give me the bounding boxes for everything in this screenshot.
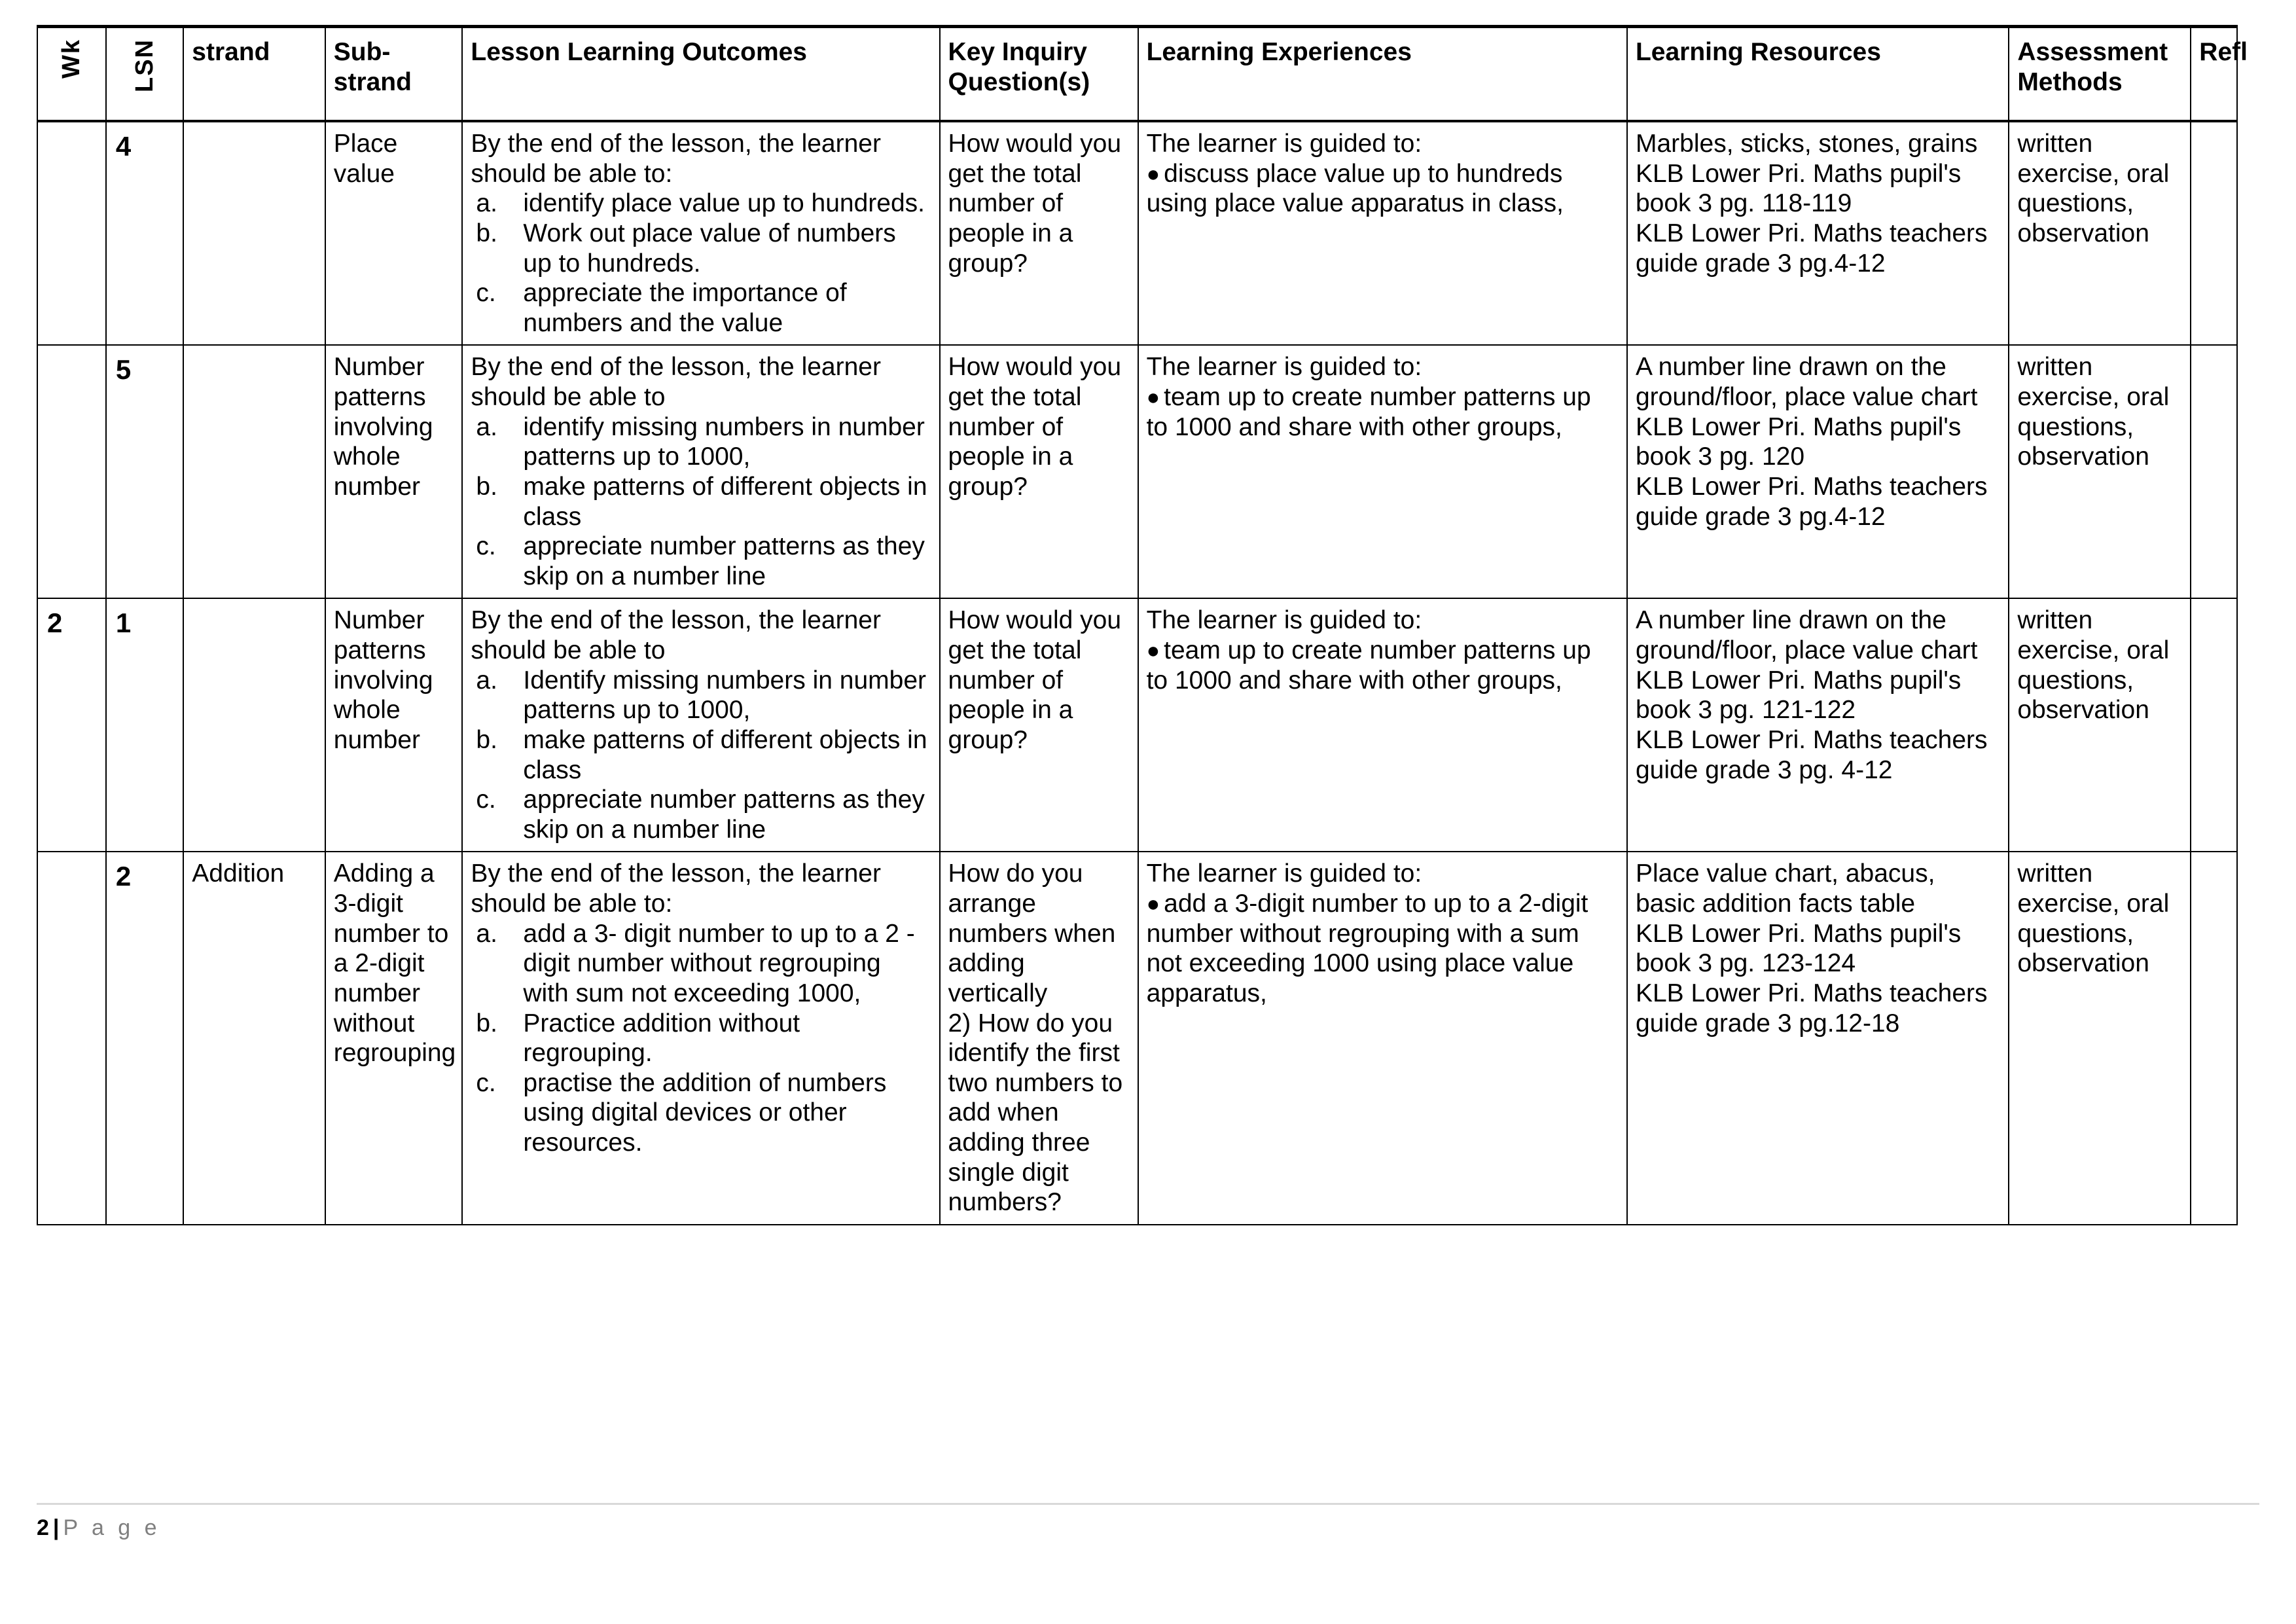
cell-assessment-methods: written exercise, oral questions, observation — [2009, 598, 2191, 852]
table-body — [37, 121, 2237, 1225]
llo-item-label: a. — [476, 666, 497, 695]
cell-strand — [183, 121, 325, 345]
learning-experience-bullet — [1147, 889, 1619, 1009]
column-header-refl: Refl — [2191, 27, 2237, 122]
llo-item-label: c. — [476, 532, 496, 561]
llo-lead-text: By the end of the lesson, the learner should be able to: — [471, 130, 881, 188]
cell-lsn: 4 — [106, 121, 183, 345]
cell-sub-strand: Number patterns involving whole number — [325, 345, 463, 598]
cell-sub-strand: Adding a 3-digit number to a 2-digit number without regrouping — [325, 852, 463, 1225]
llo-list-item — [471, 472, 931, 532]
scheme-of-work-table — [37, 25, 2248, 1225]
cell-refl — [2191, 852, 2237, 1225]
cell-wk — [37, 852, 106, 1225]
llo-item-label: c. — [476, 785, 496, 814]
cell-key-inquiry-questions — [940, 598, 1138, 852]
cell-assessment-methods: written exercise, oral questions, observation — [2009, 852, 2191, 1225]
learning-experience-bullet — [1147, 382, 1619, 442]
llo-list-item — [471, 278, 931, 338]
llo-item-text: appreciate number patterns as they skip on a number line — [523, 532, 925, 590]
cell-refl — [2191, 598, 2237, 852]
learning-resource-item: KLB Lower Pri. Maths teachers guide grade 3 pg.12-18 — [1635, 979, 1988, 1038]
learning-resource-item: Place value chart, abacus, basic addition facts table — [1635, 859, 1935, 918]
cell-refl — [2191, 121, 2237, 345]
llo-item-text: Practice addition without regrouping. — [523, 1009, 800, 1068]
column-header-learning-resources: Learning Resources — [1627, 27, 2009, 122]
learning-experience-text: discuss place value up to hundreds using place value apparatus in class, — [1146, 159, 1564, 218]
llo-item-text: Identify missing numbers in number patterns up to 1000, — [523, 666, 926, 725]
learning-experience-bullet — [1147, 159, 1619, 219]
learning-experience-text: team up to create number patterns up to 1000 and share with other groups, — [1146, 636, 1591, 695]
footer-page-number: 2 — [37, 1515, 49, 1540]
cell-lesson-learning-outcomes — [462, 121, 939, 345]
cell-lesson-learning-outcomes — [462, 598, 939, 852]
bullet-icon: ● — [1146, 892, 1160, 916]
bullet-icon: ● — [1146, 385, 1160, 410]
cell-key-inquiry-questions — [940, 345, 1138, 598]
cell-lesson-learning-outcomes — [462, 852, 939, 1225]
cell-learning-experiences — [1138, 121, 1627, 345]
llo-item-text: make patterns of different objects in class — [523, 725, 927, 784]
learning-experiences-lead: The learner is guided to: — [1146, 130, 1422, 158]
cell-lesson-learning-outcomes — [462, 345, 939, 598]
learning-resource-item: KLB Lower Pri. Maths pupil's book 3 pg. 123-124 — [1635, 919, 1962, 978]
cell-strand: Addition — [183, 852, 325, 1225]
learning-experience-text: add a 3-digit number to up to a 2-digit number without regrouping with a sum not exceeding 1000 using place value apparatus, — [1146, 890, 1588, 1007]
cell-learning-resources — [1627, 598, 2009, 852]
llo-list — [471, 919, 931, 1158]
learning-resource-item: Marbles, sticks, stones, grains — [1635, 130, 1978, 158]
column-header-assessment-methods: Assessment Methods — [2009, 27, 2191, 122]
learning-resource-item: A number line drawn on the ground/floor, place value chart — [1635, 353, 1978, 411]
llo-item-text: identify missing numbers in number patterns up to 1000, — [523, 412, 925, 471]
key-inquiry-question: How would you get the total number of people in a group? — [948, 606, 1122, 754]
column-header-lsn — [106, 27, 183, 122]
table-row — [37, 598, 2237, 852]
cell-assessment-methods: written exercise, oral questions, observation — [2009, 345, 2191, 598]
llo-list-item — [471, 666, 931, 725]
cell-learning-experiences — [1138, 598, 1627, 852]
cell-wk — [37, 121, 106, 345]
learning-resource-item: KLB Lower Pri. Maths teachers guide grade 3 pg.4-12 — [1635, 472, 1988, 531]
bullet-icon: ● — [1146, 161, 1160, 187]
learning-resource-item: KLB Lower Pri. Maths teachers guide grade 3 pg. 4-12 — [1635, 725, 1988, 784]
cell-lsn: 1 — [106, 598, 183, 852]
learning-experiences-lead: The learner is guided to: — [1146, 606, 1422, 635]
llo-item-label: c. — [476, 1068, 496, 1097]
llo-lead-text: By the end of the lesson, the learner should be able to — [471, 606, 881, 664]
key-inquiry-question: How would you get the total number of people in a group? — [948, 353, 1122, 501]
column-header-wk — [37, 27, 106, 122]
table-row — [37, 852, 2237, 1225]
cell-learning-experiences — [1138, 852, 1627, 1225]
learning-experience-bullet — [1147, 636, 1619, 695]
cell-lsn: 2 — [106, 852, 183, 1225]
column-header-lsn-label: LSN — [131, 39, 159, 92]
llo-list-item — [471, 725, 931, 785]
llo-list-item — [471, 919, 931, 1009]
llo-item-label: c. — [476, 279, 496, 308]
llo-item-label: b. — [476, 472, 497, 501]
cell-wk: 2 — [37, 598, 106, 852]
llo-list-item — [471, 785, 931, 844]
llo-list-item — [471, 1009, 931, 1068]
key-inquiry-question: 2) How do you identify the first two numbers to add when adding three single digit numbers? — [948, 1009, 1123, 1217]
footer-page-word: P a g e — [63, 1515, 161, 1540]
cell-sub-strand: Number patterns involving whole number — [325, 598, 463, 852]
cell-learning-resources — [1627, 852, 2009, 1225]
llo-list-item — [471, 189, 931, 219]
learning-resource-item: KLB Lower Pri. Maths pupil's book 3 pg. 121-122 — [1635, 666, 1962, 725]
cell-strand — [183, 345, 325, 598]
llo-list-item — [471, 412, 931, 472]
llo-item-text: identify place value up to hundreds. — [523, 189, 925, 218]
llo-item-label: b. — [476, 725, 497, 754]
learning-resource-item: KLB Lower Pri. Maths pupil's book 3 pg. 118-119 — [1635, 159, 1962, 218]
llo-item-text: appreciate the importance of numbers and the value — [523, 279, 847, 337]
llo-list — [471, 666, 931, 845]
cell-strand — [183, 598, 325, 852]
cell-learning-resources — [1627, 345, 2009, 598]
cell-assessment-methods: written exercise, oral questions, observation — [2009, 121, 2191, 345]
bullet-icon: ● — [1146, 638, 1160, 663]
llo-list-item — [471, 219, 931, 278]
cell-sub-strand: Place value — [325, 121, 463, 345]
footer-separator: | — [52, 1515, 60, 1540]
cell-learning-experiences — [1138, 345, 1627, 598]
llo-list — [471, 412, 931, 592]
llo-lead-text: By the end of the lesson, the learner should be able to — [471, 353, 881, 411]
column-header-learning-experiences: Learning Experiences — [1138, 27, 1627, 122]
cell-wk — [37, 345, 106, 598]
llo-item-label: b. — [476, 219, 497, 247]
cell-lsn: 5 — [106, 345, 183, 598]
llo-item-label: b. — [476, 1009, 497, 1038]
learning-resource-item: KLB Lower Pri. Maths pupil's book 3 pg. 120 — [1635, 412, 1962, 471]
llo-list-item — [471, 1068, 931, 1158]
table-row — [37, 121, 2237, 345]
llo-lead-text: By the end of the lesson, the learner should be able to: — [471, 859, 881, 918]
llo-item-text: appreciate number patterns as they skip on a number line — [523, 785, 925, 844]
cell-learning-resources — [1627, 121, 2009, 345]
llo-item-label: a. — [476, 919, 497, 948]
llo-item-text: add a 3- digit number to up to a 2 - digit number without regrouping with sum not exceeding 1000, — [523, 919, 915, 1007]
learning-experiences-lead: The learner is guided to: — [1146, 353, 1422, 382]
cell-key-inquiry-questions — [940, 852, 1138, 1225]
cell-key-inquiry-questions — [940, 121, 1138, 345]
cell-refl — [2191, 345, 2237, 598]
column-header-sub-strand: Sub-strand — [325, 27, 463, 122]
key-inquiry-question: How do you arrange numbers when adding vertically — [948, 859, 1116, 1007]
llo-list — [471, 189, 931, 338]
column-header-wk-label: Wk — [58, 39, 86, 79]
page-footer — [37, 1503, 2262, 1541]
learning-resource-item: A number line drawn on the ground/floor, place value chart — [1635, 606, 1978, 664]
column-header-strand: strand — [183, 27, 325, 122]
column-header-lesson-learning-outcomes: Lesson Learning Outcomes — [462, 27, 939, 122]
llo-item-label: a. — [476, 412, 497, 441]
learning-experiences-lead: The learner is guided to: — [1146, 859, 1422, 888]
llo-item-label: a. — [476, 189, 497, 218]
table-row — [37, 345, 2237, 598]
llo-item-text: practise the addition of numbers using digital devices or other resources. — [523, 1068, 887, 1157]
footer-divider — [37, 1503, 2259, 1505]
llo-item-text: make patterns of different objects in class — [523, 472, 927, 531]
key-inquiry-question: How would you get the total number of people in a group? — [948, 130, 1122, 278]
llo-item-text: Work out place value of numbers up to hundreds. — [523, 219, 896, 278]
column-header-key-inquiry-questions: Key Inquiry Question(s) — [940, 27, 1138, 122]
footer-text — [37, 1515, 2262, 1541]
learning-resource-item: KLB Lower Pri. Maths teachers guide grade 3 pg.4-12 — [1635, 219, 1988, 278]
table-header-row — [37, 27, 2237, 122]
llo-list-item — [471, 532, 931, 591]
learning-experience-text: team up to create number patterns up to 1000 and share with other groups, — [1146, 383, 1591, 441]
